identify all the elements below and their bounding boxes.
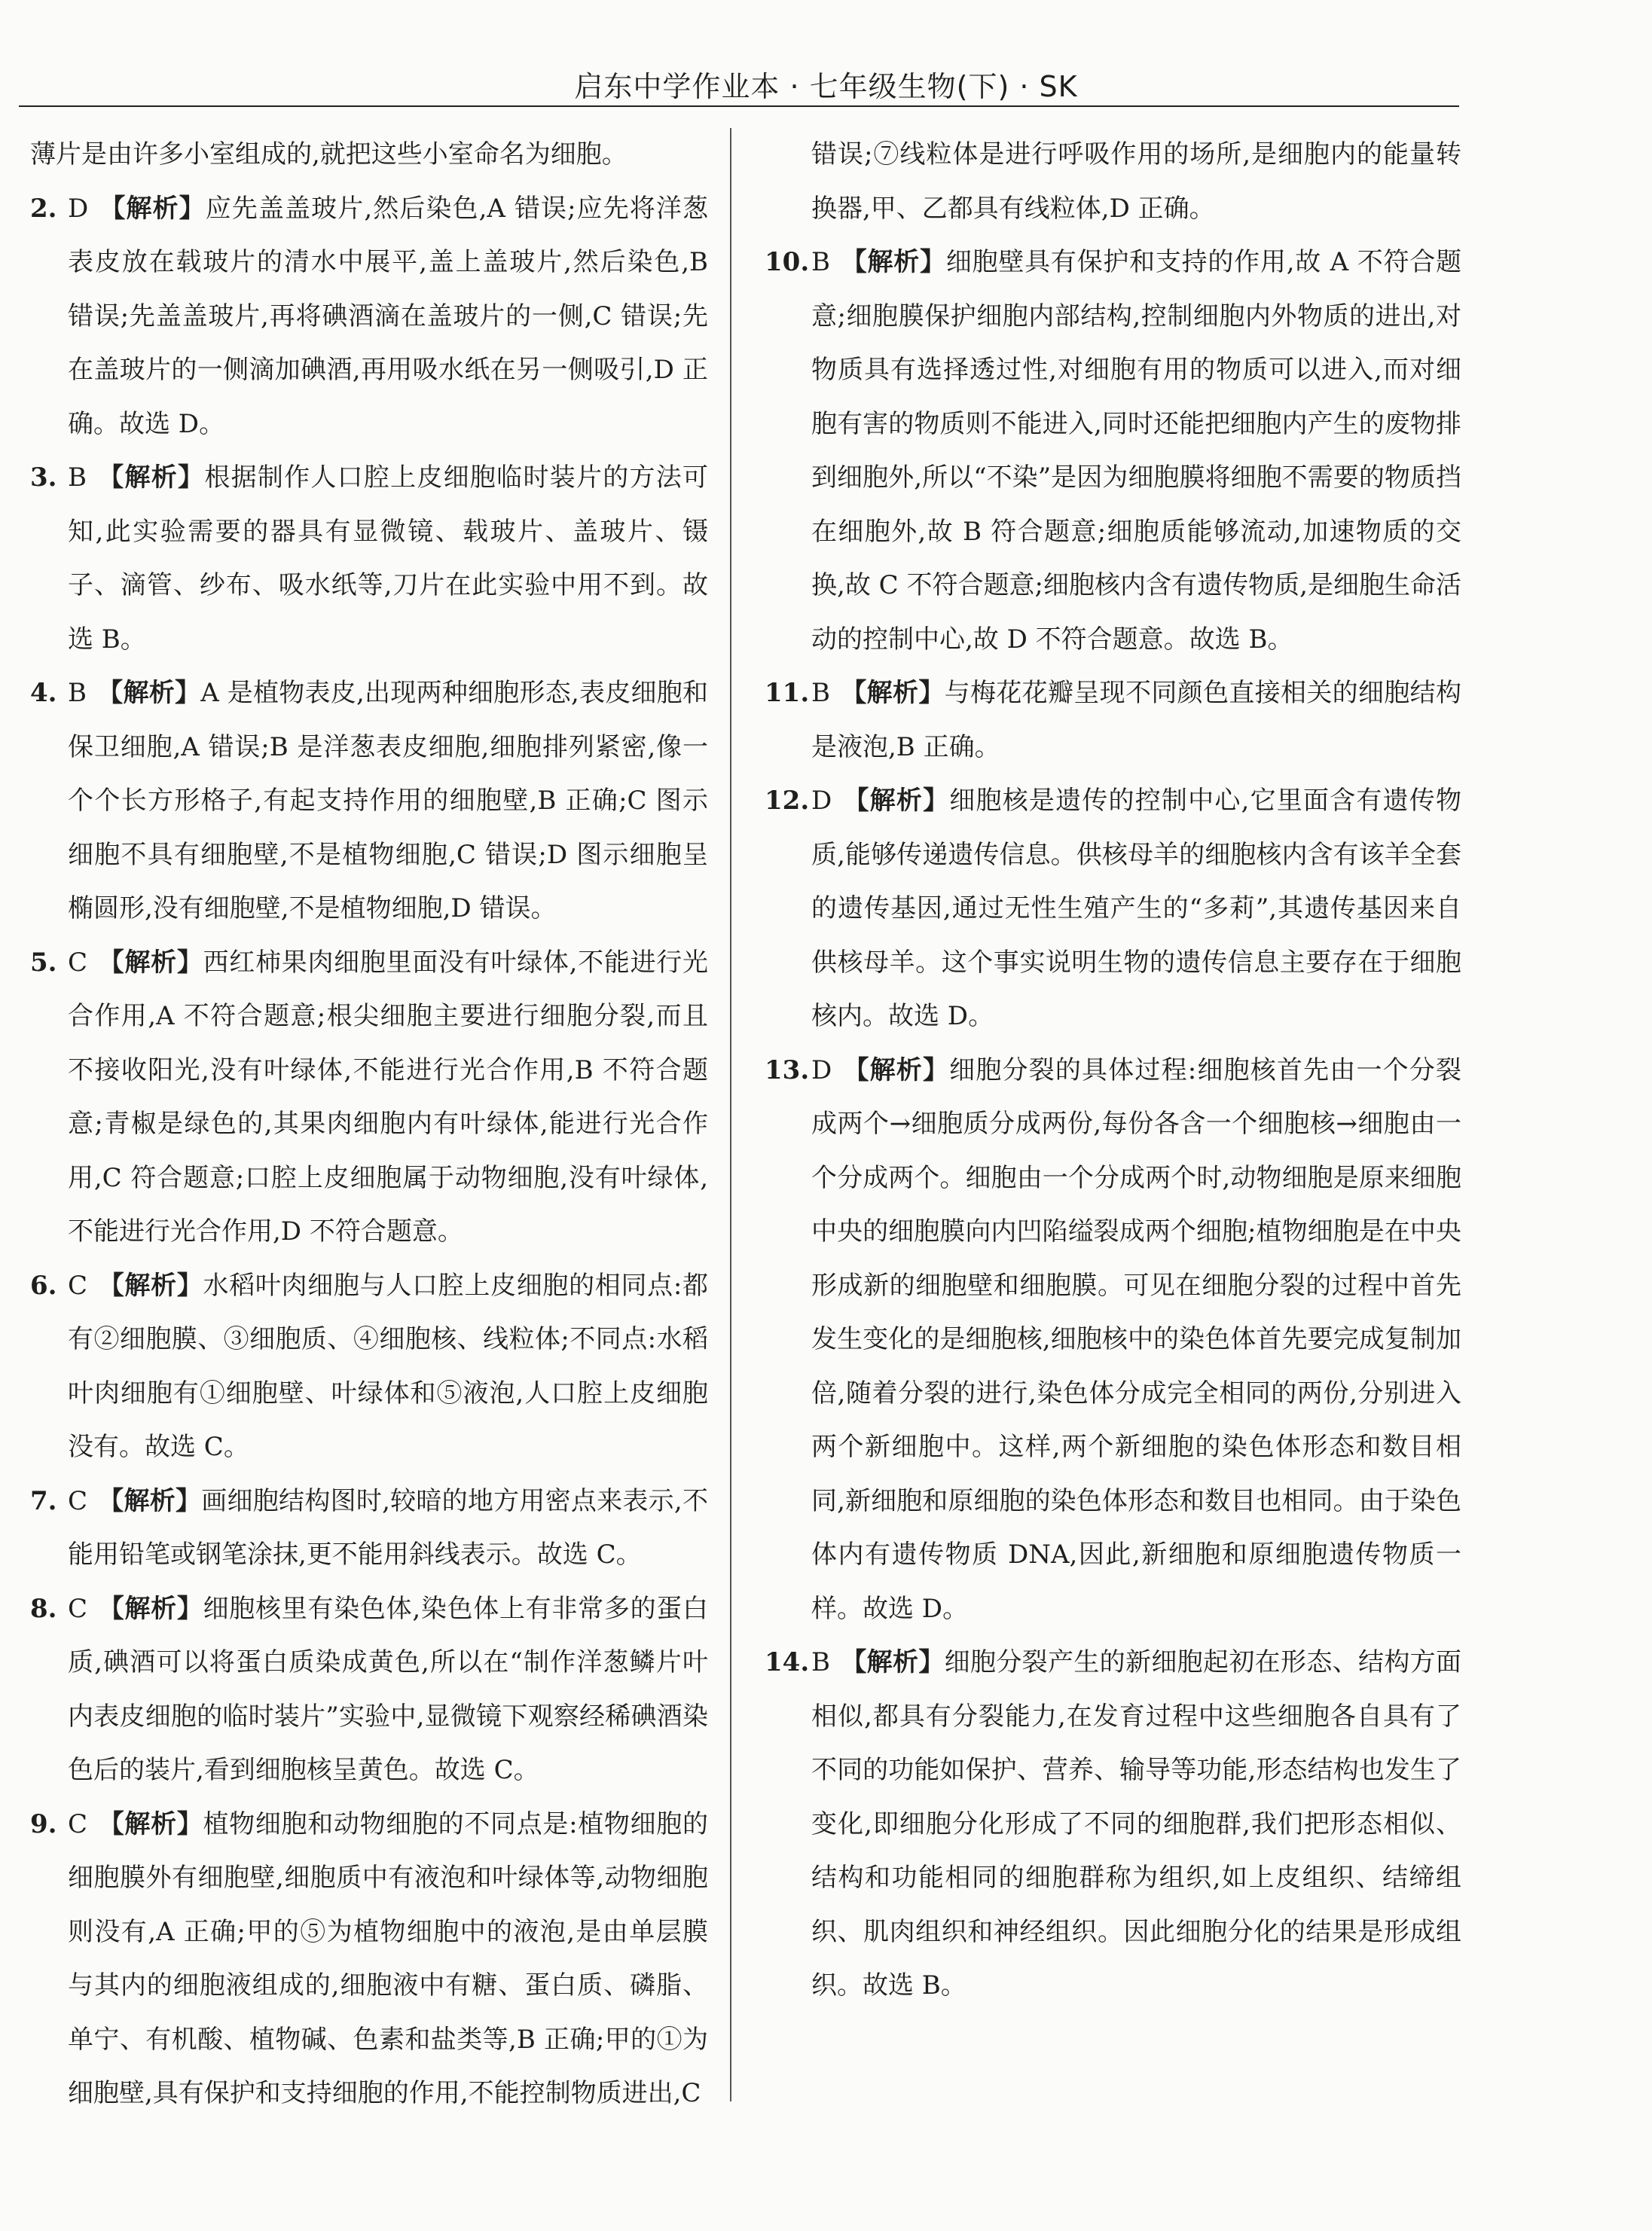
answer-item-8 <box>30 1582 708 1798</box>
right-column <box>765 128 1461 2013</box>
analysis-tag: 【解析】 <box>99 193 206 224</box>
item-explanation: 细胞壁具有保护和支持的作用,故 A 不符合题意;细胞膜保护细胞内部结构,控制细胞内外物质的进出,对物质具有选择透过性,对细胞有用的物质可以进入,而对细胞有害的物质则不能进入,同时还能把细胞内产生的废物排到细胞外,所以“不染”是因为细胞膜将细胞不需要的物质挡在细胞外,故 B 符合题意;细胞质能够流动,加速物质的交换,故 C 不符合题意;细胞核内含有遗传物质,是细胞生命活动的控制中心,故 D 不符合题意。故选 B。 <box>811 247 1462 655</box>
item-answer: C <box>68 947 88 978</box>
answer-item-10 <box>765 236 1461 667</box>
answer-item-12 <box>765 774 1461 1044</box>
left-column <box>30 128 708 2121</box>
analysis-tag: 【解析】 <box>841 247 946 277</box>
answer-item-13 <box>765 1044 1461 1637</box>
item-answer: B <box>811 678 830 708</box>
item-answer: B <box>68 462 87 493</box>
answer-item-6 <box>30 1259 708 1475</box>
item-explanation: 植物细胞和动物细胞的不同点是:植物细胞的细胞膜外有细胞壁,细胞质中有液泡和叶绿体等,动物细胞则没有,A 正确;甲的⑤为植物细胞中的液泡,是由单层膜与其内的细胞液组成的,细胞液中有糖、蛋白质、磷脂、单宁、有机酸、植物碱、色素和盐类等,B 正确;甲的①为细胞壁,具有保护和支持细胞的作用,不能控制物质进出,C <box>68 1808 708 2108</box>
item-number: 13. <box>765 1054 810 1085</box>
item-answer: C <box>68 1270 88 1301</box>
item-explanation: A 是植物表皮,出现两种细胞形态,表皮细胞和保卫细胞,A 错误;B 是洋葱表皮细胞,细胞排列紧密,像一个个长方形格子,有起支持作用的细胞壁,B 正确;C 图示细胞不具有细胞壁,不是植物细胞,C 错误;D 图示细胞呈椭圆形,没有细胞壁,不是植物细胞,D 错误。 <box>68 678 708 923</box>
answer-item-14 <box>765 1636 1461 2013</box>
item-explanation: 细胞核是遗传的控制中心,它里面含有遗传物质,能够传递遗传信息。供核母羊的细胞核内含有该羊全套的遗传基因,通过无性生殖产生的“多莉”,其遗传基因来自供核母羊。这个事实说明生物的遗传信息主要存在于细胞核内。故选 D。 <box>811 786 1461 1031</box>
item-answer: B <box>811 1647 830 1677</box>
header-rule <box>19 105 1459 107</box>
item-explanation: 水稻叶肉细胞与人口腔上皮细胞的相同点:都有②细胞膜、③细胞质、④细胞核、线粒体;不同点:水稻叶肉细胞有①细胞壁、叶绿体和⑤液泡,人口腔上皮细胞没有。故选 C。 <box>68 1270 708 1462</box>
item-number: 12. <box>765 786 810 816</box>
answer-item-11 <box>765 667 1461 774</box>
continuation-text: 薄片是由许多小室组成的,就把这些小室命名为细胞。 <box>30 139 628 169</box>
page-header: 启东中学作业本 · 七年级生物(下) · SK <box>574 70 1078 103</box>
item-answer: B <box>68 678 87 708</box>
continuation-text <box>765 128 1461 236</box>
item-explanation: 西红柿果肉细胞里面没有叶绿体,不能进行光合作用,A 不符合题意;根尖细胞主要进行细胞分裂,而且不接收阳光,没有叶绿体,不能进行光合作用,B 不符合题意;青椒是绿色的,其果肉细胞内有叶绿体,能进行光合作用,C 符合题意;口腔上皮细胞属于动物细胞,没有叶绿体,不能进行光合作用,D 不符合题意。 <box>68 947 708 1247</box>
item-answer: C <box>68 1808 88 1839</box>
item-explanation: 根据制作人口腔上皮细胞临时装片的方法可知,此实验需要的器具有显微镜、载玻片、盖玻片、镊子、滴管、纱布、吸水纸等,刀片在此实验中用不到。故选 B。 <box>68 462 709 655</box>
item-answer: C <box>68 1593 88 1624</box>
analysis-tag: 【解析】 <box>97 462 205 493</box>
item-answer: D <box>68 193 89 224</box>
item-number: 8. <box>30 1593 57 1624</box>
item-explanation: 与梅花花瓣呈现不同颜色直接相关的细胞结构是液泡,B 正确。 <box>811 678 1462 762</box>
item-number: 11. <box>765 678 810 708</box>
item-explanation: 细胞分裂的具体过程:细胞核首先由一个分裂成两个→细胞质分成两份,每份各含一个细胞核→细胞由一个分成两个。细胞由一个分成两个时,动物细胞是原来细胞中央的细胞膜向内凹陷缢裂成两个细胞;植物细胞是在中央形成新的细胞壁和细胞膜。可见在细胞分裂的过程中首先发生变化的是细胞核,细胞核中的染色体首先要完成复制加倍,随着分裂的进行,染色体分成完全相同的两份,分别进入两个新细胞中。这样,两个新细胞的染色体形态和数目相同,新细胞和原细胞的染色体形态和数目也相同。由于染色体内有遗传物质 DNA,因此,新细胞和原细胞遗传物质一样。故选 D。 <box>811 1054 1461 1624</box>
analysis-tag: 【解析】 <box>98 1808 203 1839</box>
answer-item-2 <box>30 182 708 452</box>
item-number: 5. <box>30 947 57 978</box>
item-number: 3. <box>30 462 57 493</box>
item-explanation: 细胞分裂产生的新细胞起初在形态、结构方面相似,都具有分裂能力,在发育过程中这些细胞各自具有了不同的功能如保护、营养、输导等功能,形态结构也发生了变化,即细胞分化形成了不同的细胞群,我们把形态相似、结构和功能相同的细胞群称为组织,如上皮组织、结缔组织、肌肉组织和神经组织。因此细胞分化的结果是形成组织。故选 B。 <box>811 1647 1462 2001</box>
answer-item-5 <box>30 936 708 1259</box>
item-answer: B <box>811 247 830 277</box>
continuation-span: 错误;⑦线粒体是进行呼吸作用的场所,是细胞内的能量转换器,甲、乙都具有线粒体,D 正确。 <box>811 139 1461 224</box>
item-explanation: 画细胞结构图时,较暗的地方用密点来表示,不能用铅笔或钢笔涂抹,更不能用斜线表示。故选 C。 <box>68 1485 708 1570</box>
item-number: 10. <box>765 247 810 277</box>
analysis-tag: 【解析】 <box>841 1647 945 1677</box>
item-answer: D <box>811 786 832 816</box>
item-explanation: 应先盖盖玻片,然后染色,A 错误;应先将洋葱表皮放在载玻片的清水中展平,盖上盖玻片,然后染色,B 错误;先盖盖玻片,再将碘酒滴在盖玻片的一侧,C 错误;先在盖玻片的一侧滴加碘酒,再用吸水纸在另一侧吸引,D 正确。故选 D。 <box>68 193 708 439</box>
answer-item-7 <box>30 1475 708 1582</box>
item-number: 4. <box>30 678 57 708</box>
analysis-tag: 【解析】 <box>842 786 950 816</box>
item-answer: D <box>811 1054 832 1085</box>
item-number: 6. <box>30 1270 57 1301</box>
analysis-tag: 【解析】 <box>97 678 201 708</box>
item-explanation: 细胞核里有染色体,染色体上有非常多的蛋白质,碘酒可以将蛋白质染成黄色,所以在“制作洋葱鳞片叶内表皮细胞的临时装片”实验中,显微镜下观察经稀碘酒染色后的装片,看到细胞核呈黄色。故选 C。 <box>68 1593 708 1785</box>
item-number: 14. <box>765 1647 810 1677</box>
analysis-tag: 【解析】 <box>98 947 203 978</box>
analysis-tag: 【解析】 <box>841 678 945 708</box>
item-number: 2. <box>30 193 57 224</box>
answer-item-3 <box>30 451 708 667</box>
analysis-tag: 【解析】 <box>842 1054 950 1085</box>
item-answer: C <box>68 1485 88 1516</box>
column-divider <box>730 128 731 2101</box>
analysis-tag: 【解析】 <box>98 1485 202 1516</box>
analysis-tag: 【解析】 <box>98 1270 203 1301</box>
answer-item-4 <box>30 667 708 936</box>
item-number: 9. <box>30 1808 57 1839</box>
answer-item-9 <box>30 1798 708 2121</box>
analysis-tag: 【解析】 <box>98 1593 203 1624</box>
item-number: 7. <box>30 1485 57 1516</box>
